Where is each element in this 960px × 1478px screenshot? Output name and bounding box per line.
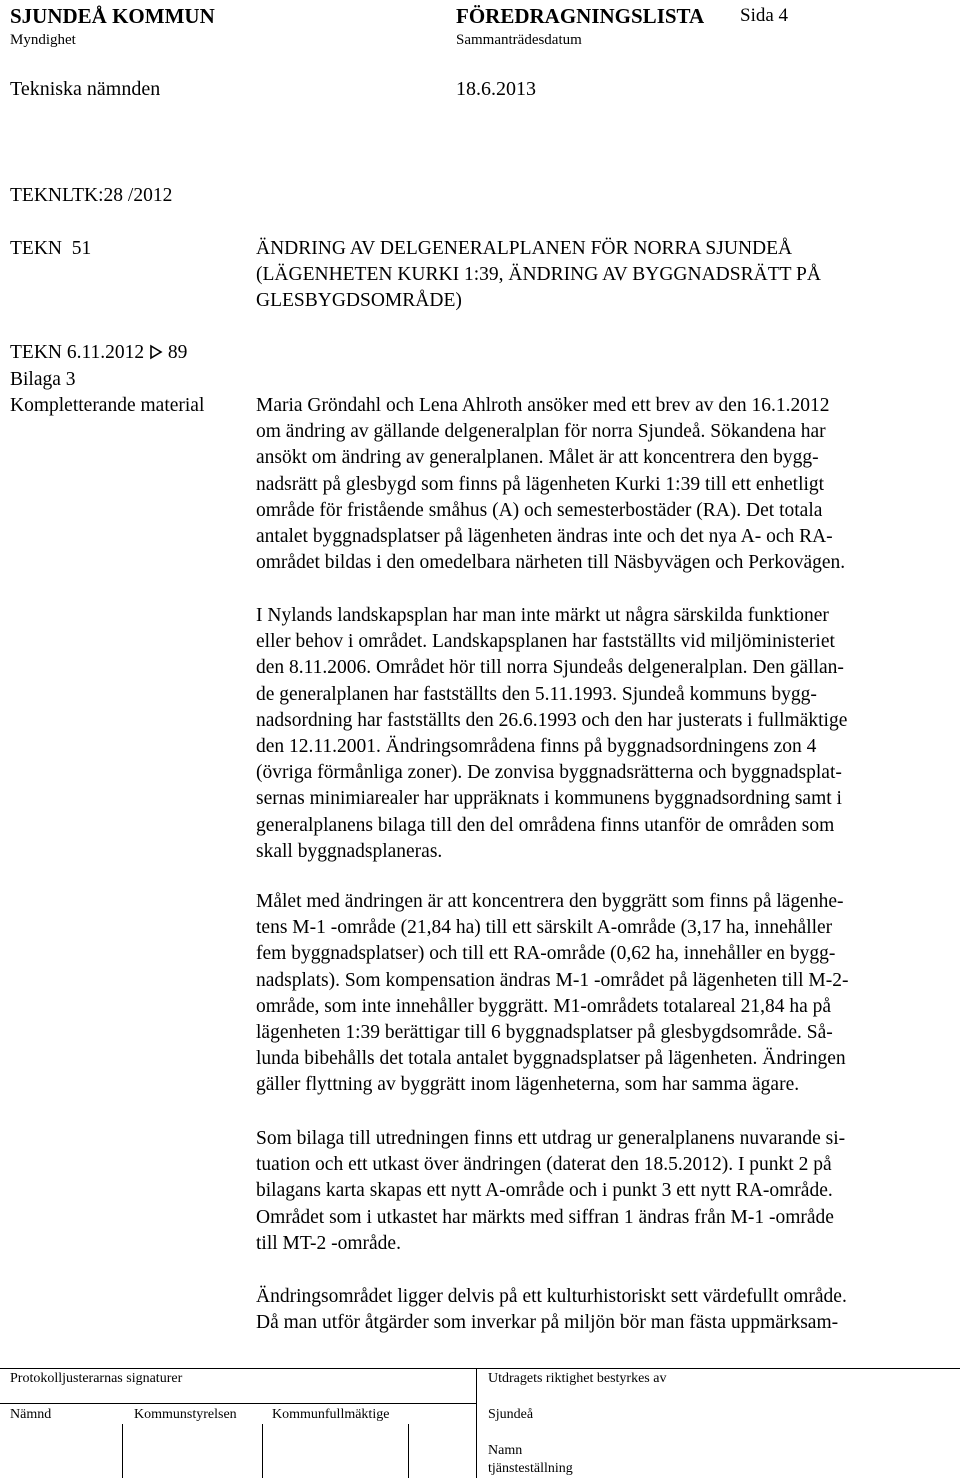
text-line: ansökt om ändring av generalplanen. Målet är att koncentrera den bygg- bbox=[256, 447, 819, 469]
text-line: nadsplats). Som kompensation ändras M-1 -området på lägenheten till M-2- bbox=[256, 969, 849, 991]
prev-ref-text: TEKN 6.11.2012 bbox=[10, 342, 145, 363]
case-title-line: GLESBYGDSOMRÅDE) bbox=[256, 290, 462, 312]
text-line: område, som inte innehåller byggrätt. M1-områdets totalareal 21,84 ha på bbox=[256, 995, 832, 1017]
signatures-label: Protokolljusterarnas signaturer bbox=[10, 1371, 183, 1386]
text-line: gäller flyttning av byggrätt inom lägenheterna, som har samma ägare. bbox=[256, 1074, 800, 1096]
footer-cell-divider bbox=[262, 1424, 263, 1478]
prev-ref-number: 89 bbox=[167, 342, 188, 363]
col-kommunfullmaktige: Kommunfullmäktige bbox=[272, 1407, 390, 1422]
text-line: tuation och ett utkast över ändringen (daterat den 18.5.2012). I punkt 2 på bbox=[256, 1154, 832, 1176]
paragraph-3 bbox=[256, 889, 956, 1099]
meeting-date: 18.6.2013 bbox=[456, 78, 536, 100]
text-line: lunda bibehålls det totala antalet byggnadsplatser på lägenheten. Ändringen bbox=[256, 1048, 846, 1070]
authority-label: Myndighet bbox=[10, 32, 76, 48]
paragraph-4 bbox=[256, 1126, 956, 1257]
text-line: Då man utför åtgärder som inverkar på miljön bör man fästa uppmärksam- bbox=[256, 1312, 839, 1334]
text-line: antalet byggnadsplatser på lägenheten ändras inte och det nya A- och RA- bbox=[256, 526, 833, 548]
text-line: lägenheten 1:39 berättigar till 6 byggnadsplatser på glesbygdsområde. Så- bbox=[256, 1022, 833, 1044]
page-label: Sida 4 bbox=[740, 5, 789, 26]
text-line: sernas minimiarealer har uppräknats i kommunens byggnadsordning samt i bbox=[256, 788, 842, 810]
footer-row-divider bbox=[0, 1403, 476, 1404]
text-line: nadsrätt på glesbygd som finns på lägenheten Kurki 1:39 till ett enhetligt bbox=[256, 473, 825, 495]
bilaga-label: Bilaga 3 bbox=[10, 369, 76, 390]
footer-column-divider bbox=[476, 1368, 477, 1478]
text-line: Maria Gröndahl och Lena Ahlroth ansöker med ett brev av den 16.1.2012 bbox=[256, 395, 830, 416]
text-line: den 8.11.2006. Området hör till norra Sjundeås delgeneralplan. Den gällan- bbox=[256, 657, 844, 679]
extract-label: Utdragets riktighet bestyrkes av bbox=[488, 1371, 667, 1386]
paragraph-1 bbox=[256, 393, 956, 576]
text-line: eller behov i området. Landskapsplanen har fastställts vid miljöministeriet bbox=[256, 631, 835, 653]
col-kommunstyrelsen: Kommunstyrelsen bbox=[134, 1407, 237, 1422]
authority: Tekniska nämnden bbox=[10, 78, 161, 100]
text-line: de generalplanen har fastställts den 5.11.1993. Sjundeå kommuns bygg- bbox=[256, 683, 817, 705]
text-line: fem byggnadsplatser) och till ett RA-område (0,62 ha, innehåller en bygg- bbox=[256, 943, 836, 965]
footer-top-border bbox=[0, 1368, 960, 1369]
case-ref: TEKNLTK:28 /2012 bbox=[10, 185, 173, 206]
case-title-line: (LÄGENHETEN KURKI 1:39, ÄNDRING AV BYGGNADSRÄTT PÅ bbox=[256, 264, 821, 286]
text-line: till MT-2 -område. bbox=[256, 1232, 401, 1254]
footer-cell-divider bbox=[408, 1424, 409, 1478]
text-line: Ändringsområdet ligger delvis på ett kulturhistoriskt sett värdefullt område. bbox=[256, 1286, 847, 1307]
text-line: I Nylands landskapsplan har man inte märkt ut några särskilda funktioner bbox=[256, 605, 829, 626]
text-line: (övriga förmånliga zoner). De zonvisa byggnadsrätterna och byggnadsplat- bbox=[256, 762, 842, 784]
place-label: Sjundeå bbox=[488, 1407, 534, 1422]
col-namnd: Nämnd bbox=[10, 1407, 52, 1422]
text-line: skall byggnadsplaneras. bbox=[256, 840, 443, 862]
section-label: Kompletterande material bbox=[10, 395, 205, 416]
name-label: Namn bbox=[488, 1443, 523, 1458]
text-line: generalplanens bilaga till den del områdena finns utanför de områden som bbox=[256, 814, 835, 836]
text-line: tens M-1 -område (21,84 ha) till ett särskilt A-område (3,17 ha, innehåller bbox=[256, 917, 833, 939]
org-name: SJUNDEÅ KOMMUN bbox=[10, 4, 215, 28]
case-title bbox=[256, 236, 821, 315]
previous-ref bbox=[10, 340, 187, 366]
text-line: bilagans karta skapas ett nytt A-område och i punkt 3 ett nytt RA-område. bbox=[256, 1180, 833, 1202]
doc-type: FÖREDRAGNINGSLISTA bbox=[456, 4, 705, 28]
tekn-prefix: TEKN bbox=[10, 238, 62, 259]
text-line: den 12.11.2001. Ändringsområdena finns på byggnadsordningens zon 4 bbox=[256, 736, 817, 758]
text-line: område för fristående småhus (A) och semesterbostäder (RA). Det totala bbox=[256, 499, 823, 521]
pointing-hand-icon bbox=[149, 344, 163, 360]
title-label: tjänsteställning bbox=[488, 1461, 573, 1476]
tekn-label bbox=[10, 236, 91, 262]
text-line: Målet med ändringen är att koncentrera den byggrätt som finns på lägenhe- bbox=[256, 891, 844, 912]
text-line: Som bilaga till utredningen finns ett utdrag ur generalplanens nuvarande si- bbox=[256, 1128, 846, 1149]
text-line: om ändring av gällande delgeneralplan för norra Sjundeå. Sökandena har bbox=[256, 421, 826, 443]
footer-cell-divider bbox=[122, 1424, 123, 1478]
tekn-number: 51 bbox=[71, 238, 92, 259]
paragraph-5 bbox=[256, 1284, 956, 1336]
signature-footer bbox=[0, 1368, 960, 1478]
paragraph-2 bbox=[256, 603, 956, 865]
text-line: Området som i utkastet har märkts med siffran 1 ändras från M-1 -område bbox=[256, 1206, 834, 1228]
case-title-line: ÄNDRING AV DELGENERALPLANEN FÖR NORRA SJUNDEÅ bbox=[256, 238, 793, 259]
date-label: Sammanträdesdatum bbox=[456, 32, 582, 48]
text-line: nadsordning har fastställts den 26.6.1993 och den har justerats i fullmäktige bbox=[256, 709, 848, 731]
text-line: området bildas i den omedelbara närheten till Näsbyvägen och Perkovägen. bbox=[256, 552, 846, 574]
